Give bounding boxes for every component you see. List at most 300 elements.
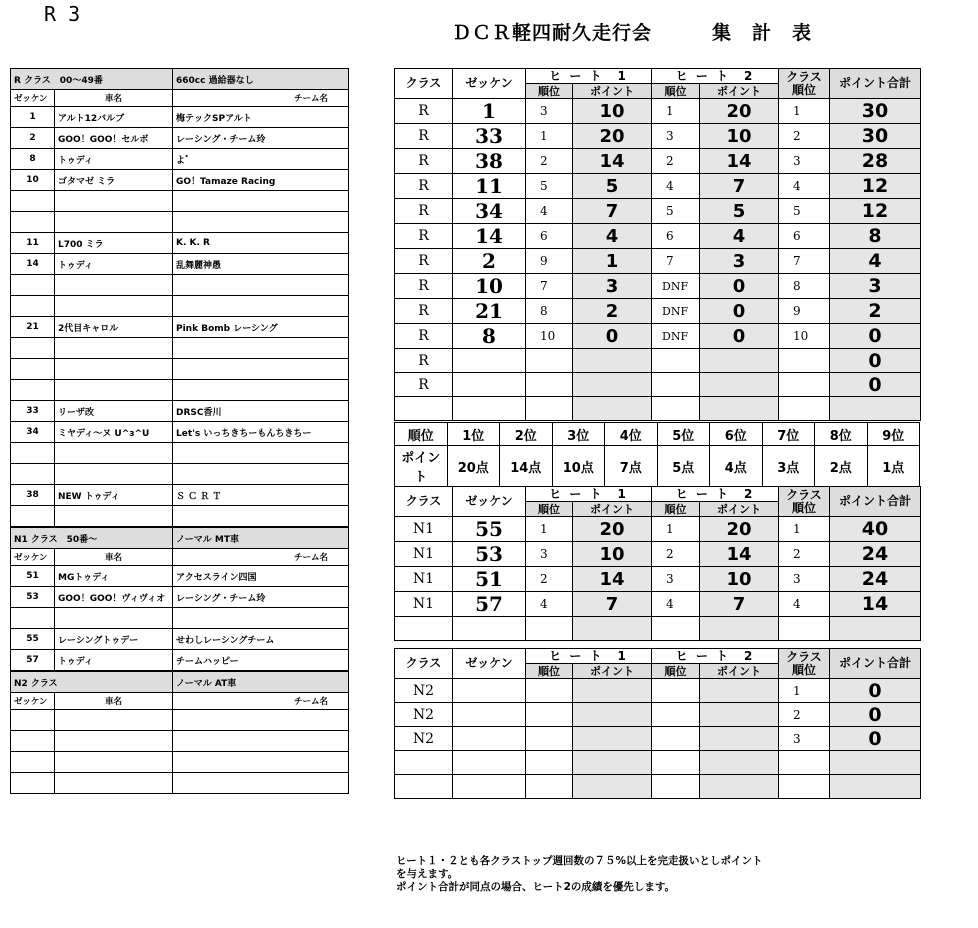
roster-team-name bbox=[173, 464, 349, 485]
result-total-points: 2 bbox=[830, 299, 921, 324]
result-heat2-rank: 7 bbox=[652, 249, 700, 274]
result-class: N2 bbox=[395, 703, 453, 727]
result-total-points: 24 bbox=[830, 542, 921, 567]
result-heat2-points bbox=[700, 397, 779, 421]
result-class-rank: 9 bbox=[779, 299, 830, 324]
result-total-points: 30 bbox=[830, 124, 921, 149]
roster-header-team: チーム名 bbox=[173, 693, 349, 710]
points-scale-rank: 8位 bbox=[815, 423, 868, 446]
result-zekken bbox=[453, 751, 526, 775]
roster-header-team: チーム名 bbox=[173, 549, 349, 566]
header-heat1-points: ポイント bbox=[573, 664, 652, 679]
points-scale-rank: 5位 bbox=[657, 423, 710, 446]
page-label: R 3 bbox=[44, 2, 81, 26]
roster-row bbox=[11, 587, 349, 608]
result-total-points: 40 bbox=[830, 517, 921, 542]
result-class-rank: 6 bbox=[779, 224, 830, 249]
roster-class-row bbox=[11, 671, 349, 693]
result-heat2-points bbox=[700, 679, 779, 703]
roster-car-name bbox=[55, 359, 173, 380]
result-class-rank bbox=[779, 751, 830, 775]
roster-no: 57 bbox=[11, 650, 55, 672]
result-zekken bbox=[453, 679, 526, 703]
roster-row bbox=[11, 317, 349, 338]
roster-car-name bbox=[55, 338, 173, 359]
roster-no bbox=[11, 380, 55, 401]
result-heat1-points: 2 bbox=[573, 299, 652, 324]
roster-car-name: 2代目キャロル bbox=[55, 317, 173, 338]
header-zekken: ゼッケン bbox=[453, 69, 526, 99]
result-class: R bbox=[395, 124, 453, 149]
result-heat1-rank bbox=[526, 751, 573, 775]
result-heat1-rank bbox=[526, 349, 573, 373]
result-zekken: 11 bbox=[453, 174, 526, 199]
result-zekken: 57 bbox=[453, 592, 526, 617]
result-zekken bbox=[453, 349, 526, 373]
page-title: ＤＣＲ軽四耐久走行会 集 計 表 bbox=[452, 22, 813, 44]
result-heat1-rank: 4 bbox=[526, 199, 573, 224]
roster-car-name bbox=[55, 464, 173, 485]
result-heat1-rank: 4 bbox=[526, 592, 573, 617]
result-heat2-points bbox=[700, 727, 779, 751]
result-zekken bbox=[453, 775, 526, 799]
result-heat2-points bbox=[700, 617, 779, 641]
result-total-points: 12 bbox=[830, 174, 921, 199]
header-heat2: ヒ ー ト 2 bbox=[652, 487, 779, 502]
result-heat2-points bbox=[700, 349, 779, 373]
result-heat1-rank: 6 bbox=[526, 224, 573, 249]
roster-team-name bbox=[173, 296, 349, 317]
result-class-rank: 2 bbox=[779, 124, 830, 149]
result-class-rank: 8 bbox=[779, 274, 830, 299]
result-row bbox=[395, 592, 921, 617]
result-heat1-rank: 1 bbox=[526, 517, 573, 542]
header-heat2-rank: 順位 bbox=[652, 664, 700, 679]
result-heat1-points bbox=[573, 349, 652, 373]
roster-table bbox=[10, 68, 349, 794]
result-heat2-points bbox=[700, 751, 779, 775]
roster-row bbox=[11, 170, 349, 191]
result-heat2-rank: 3 bbox=[652, 567, 700, 592]
result-zekken: 51 bbox=[453, 567, 526, 592]
roster-no: 53 bbox=[11, 587, 55, 608]
roster-no bbox=[11, 296, 55, 317]
points-scale-points-label: ポイント bbox=[395, 446, 448, 487]
result-row bbox=[395, 99, 921, 124]
roster-team-name: レーシング・チーム玲 bbox=[173, 128, 349, 149]
result-class-rank: 3 bbox=[779, 567, 830, 592]
result-total-points: 3 bbox=[830, 274, 921, 299]
result-class-rank: 3 bbox=[779, 727, 830, 751]
result-zekken: 55 bbox=[453, 517, 526, 542]
result-heat1-points: 3 bbox=[573, 274, 652, 299]
header-heat2-points: ポイント bbox=[700, 664, 779, 679]
result-heat1-points: 0 bbox=[573, 324, 652, 349]
roster-row bbox=[11, 191, 349, 212]
roster-car-name: ミヤディ～ヌ U^з^U bbox=[55, 422, 173, 443]
roster-team-name bbox=[173, 773, 349, 794]
points-scale-rank: 3位 bbox=[552, 423, 605, 446]
result-heat2-rank bbox=[652, 617, 700, 641]
result-class: R bbox=[395, 324, 453, 349]
roster-team-name bbox=[173, 710, 349, 731]
result-class: N2 bbox=[395, 679, 453, 703]
result-class: R bbox=[395, 174, 453, 199]
roster-row bbox=[11, 359, 349, 380]
header-heat1: ヒ ー ト 1 bbox=[526, 487, 652, 502]
roster-row bbox=[11, 338, 349, 359]
points-scale-rank-label: 順位 bbox=[395, 423, 448, 446]
roster-car-name bbox=[55, 443, 173, 464]
result-zekken bbox=[453, 373, 526, 397]
r-class-results-table bbox=[394, 68, 921, 421]
roster-row bbox=[11, 650, 349, 672]
roster-row bbox=[11, 401, 349, 422]
result-class-rank bbox=[779, 373, 830, 397]
result-heat2-rank bbox=[652, 775, 700, 799]
result-heat2-rank: DNF bbox=[652, 299, 700, 324]
roster-class-name: N2 クラス bbox=[11, 671, 173, 693]
roster-team-name: Pink Bomb レーシング bbox=[173, 317, 349, 338]
roster-row bbox=[11, 608, 349, 629]
roster-row bbox=[11, 107, 349, 128]
result-heat1-points: 20 bbox=[573, 124, 652, 149]
n2-class-results-table bbox=[394, 648, 921, 799]
roster-team-name: よ゛ bbox=[173, 149, 349, 170]
roster-team-name: アクセスライン四国 bbox=[173, 566, 349, 587]
roster-team-name bbox=[173, 338, 349, 359]
result-class-rank bbox=[779, 349, 830, 373]
roster-row bbox=[11, 380, 349, 401]
result-class: N1 bbox=[395, 592, 453, 617]
roster-no: 1 bbox=[11, 107, 55, 128]
roster-car-name: GOO！GOO！セルボ bbox=[55, 128, 173, 149]
roster-car-name bbox=[55, 212, 173, 233]
roster-team-name bbox=[173, 359, 349, 380]
roster-car-name bbox=[55, 608, 173, 629]
roster-car-name bbox=[55, 380, 173, 401]
result-total-points: 0 bbox=[830, 703, 921, 727]
roster-row bbox=[11, 506, 349, 528]
result-class bbox=[395, 617, 453, 641]
header-heat1-points: ポイント bbox=[573, 502, 652, 517]
result-class-rank: 10 bbox=[779, 324, 830, 349]
result-row bbox=[395, 274, 921, 299]
result-heat1-rank: 10 bbox=[526, 324, 573, 349]
result-heat1-points: 14 bbox=[573, 567, 652, 592]
result-zekken: 34 bbox=[453, 199, 526, 224]
roster-class-row bbox=[11, 69, 349, 90]
result-heat2-points: 10 bbox=[700, 567, 779, 592]
result-heat2-rank: 5 bbox=[652, 199, 700, 224]
result-heat1-points: 10 bbox=[573, 99, 652, 124]
result-heat1-rank bbox=[526, 679, 573, 703]
result-heat2-points: 14 bbox=[700, 149, 779, 174]
result-class: R bbox=[395, 349, 453, 373]
result-heat1-rank bbox=[526, 397, 573, 421]
result-heat1-rank: 8 bbox=[526, 299, 573, 324]
result-total-points: 24 bbox=[830, 567, 921, 592]
result-heat2-points: 0 bbox=[700, 274, 779, 299]
points-scale-rank: 1位 bbox=[447, 423, 500, 446]
result-heat1-points: 7 bbox=[573, 592, 652, 617]
result-zekken: 1 bbox=[453, 99, 526, 124]
n1-class-results-table bbox=[394, 486, 921, 641]
result-row bbox=[395, 199, 921, 224]
header-heat2: ヒ ー ト 2 bbox=[652, 69, 779, 84]
result-zekken: 8 bbox=[453, 324, 526, 349]
result-row bbox=[395, 373, 921, 397]
result-heat2-points bbox=[700, 775, 779, 799]
result-total-points: 8 bbox=[830, 224, 921, 249]
roster-car-name: レーシングトゥデー bbox=[55, 629, 173, 650]
roster-car-name: トゥディ bbox=[55, 149, 173, 170]
result-heat2-rank bbox=[652, 349, 700, 373]
roster-no bbox=[11, 710, 55, 731]
roster-team-name bbox=[173, 443, 349, 464]
roster-car-name bbox=[55, 710, 173, 731]
result-class: N1 bbox=[395, 517, 453, 542]
roster-team-name bbox=[173, 212, 349, 233]
roster-no: 34 bbox=[11, 422, 55, 443]
points-scale-points: 4点 bbox=[710, 446, 763, 487]
roster-no: 21 bbox=[11, 317, 55, 338]
result-row bbox=[395, 149, 921, 174]
roster-team-name: せわしレーシングチーム bbox=[173, 629, 349, 650]
result-heat1-rank: 3 bbox=[526, 99, 573, 124]
result-row bbox=[395, 679, 921, 703]
result-heat1-rank: 1 bbox=[526, 124, 573, 149]
roster-no bbox=[11, 464, 55, 485]
result-row bbox=[395, 727, 921, 751]
result-heat2-points bbox=[700, 703, 779, 727]
header-class-rank: クラス 順位 bbox=[779, 649, 830, 679]
result-row bbox=[395, 517, 921, 542]
roster-row bbox=[11, 485, 349, 506]
roster-car-name: リーザ改 bbox=[55, 401, 173, 422]
result-class-rank bbox=[779, 397, 830, 421]
roster-row bbox=[11, 710, 349, 731]
result-zekken: 10 bbox=[453, 274, 526, 299]
roster-no: 33 bbox=[11, 401, 55, 422]
result-class: R bbox=[395, 149, 453, 174]
result-class: R bbox=[395, 224, 453, 249]
points-scale-points: 1点 bbox=[867, 446, 920, 487]
roster-row bbox=[11, 212, 349, 233]
result-total-points: 12 bbox=[830, 199, 921, 224]
result-heat2-points bbox=[700, 373, 779, 397]
result-class-rank: 2 bbox=[779, 703, 830, 727]
points-scale-points: 10点 bbox=[552, 446, 605, 487]
result-row bbox=[395, 124, 921, 149]
result-row bbox=[395, 703, 921, 727]
roster-class-name: R クラス 00～49番 bbox=[11, 69, 173, 90]
result-heat2-rank: 4 bbox=[652, 174, 700, 199]
header-heat1-points: ポイント bbox=[573, 84, 652, 99]
points-scale-points: 14点 bbox=[500, 446, 553, 487]
roster-no bbox=[11, 773, 55, 794]
roster-header-no: ゼッケン bbox=[11, 549, 55, 566]
roster-car-name: GOO！GOO！ヴィヴィオ bbox=[55, 587, 173, 608]
roster-no bbox=[11, 752, 55, 773]
result-row bbox=[395, 324, 921, 349]
roster-no bbox=[11, 506, 55, 528]
result-class-rank: 2 bbox=[779, 542, 830, 567]
result-row bbox=[395, 397, 921, 421]
result-heat2-rank bbox=[652, 679, 700, 703]
result-heat2-points: 20 bbox=[700, 517, 779, 542]
roster-header-row bbox=[11, 549, 349, 566]
header-class: クラス bbox=[395, 69, 453, 99]
result-total-points: 14 bbox=[830, 592, 921, 617]
result-heat1-rank: 7 bbox=[526, 274, 573, 299]
result-class-rank: 7 bbox=[779, 249, 830, 274]
result-class: N1 bbox=[395, 567, 453, 592]
result-class-rank: 1 bbox=[779, 517, 830, 542]
roster-no bbox=[11, 212, 55, 233]
header-class: クラス bbox=[395, 649, 453, 679]
roster-row bbox=[11, 128, 349, 149]
result-class: R bbox=[395, 99, 453, 124]
roster-no bbox=[11, 731, 55, 752]
result-class: R bbox=[395, 199, 453, 224]
roster-row bbox=[11, 254, 349, 275]
roster-class-note: 660cc 過給器なし bbox=[173, 69, 349, 90]
result-row bbox=[395, 299, 921, 324]
roster-car-name bbox=[55, 731, 173, 752]
roster-class-note: ノーマル AT車 bbox=[173, 671, 349, 693]
result-row bbox=[395, 775, 921, 799]
note-line: ポイント合計が同点の場合、ヒート2の成績を優先します。 bbox=[396, 881, 676, 893]
result-heat1-rank bbox=[526, 727, 573, 751]
result-heat2-rank bbox=[652, 373, 700, 397]
roster-no bbox=[11, 191, 55, 212]
result-total-points: 0 bbox=[830, 349, 921, 373]
result-heat2-points: 7 bbox=[700, 592, 779, 617]
roster-team-name: Let's いっちきちーもんちきちー bbox=[173, 422, 349, 443]
result-class: R bbox=[395, 274, 453, 299]
roster-team-name bbox=[173, 608, 349, 629]
result-zekken bbox=[453, 703, 526, 727]
result-heat1-points bbox=[573, 679, 652, 703]
result-zekken: 33 bbox=[453, 124, 526, 149]
roster-row bbox=[11, 296, 349, 317]
result-heat1-points: 20 bbox=[573, 517, 652, 542]
result-heat1-rank: 2 bbox=[526, 567, 573, 592]
result-heat1-rank: 3 bbox=[526, 542, 573, 567]
header-total: ポイント合計 bbox=[830, 69, 921, 99]
roster-row bbox=[11, 443, 349, 464]
header-heat1: ヒ ー ト 1 bbox=[526, 69, 652, 84]
result-heat2-rank bbox=[652, 703, 700, 727]
result-total-points: 0 bbox=[830, 373, 921, 397]
result-zekken: 53 bbox=[453, 542, 526, 567]
result-heat1-points: 10 bbox=[573, 542, 652, 567]
result-heat2-rank: DNF bbox=[652, 324, 700, 349]
result-class-rank: 4 bbox=[779, 174, 830, 199]
result-heat2-rank bbox=[652, 727, 700, 751]
points-scale-rank: 6位 bbox=[710, 423, 763, 446]
note-line: を与えます。 bbox=[396, 868, 459, 880]
roster-team-name bbox=[173, 752, 349, 773]
result-heat2-points: 4 bbox=[700, 224, 779, 249]
points-scale-rank: 4位 bbox=[605, 423, 658, 446]
roster-car-name bbox=[55, 275, 173, 296]
points-scale-rank: 7位 bbox=[762, 423, 815, 446]
roster-team-name: GO！Tamaze Racing bbox=[173, 170, 349, 191]
header-heat2-rank: 順位 bbox=[652, 502, 700, 517]
result-total-points: 28 bbox=[830, 149, 921, 174]
roster-no: 51 bbox=[11, 566, 55, 587]
roster-header-no: ゼッケン bbox=[11, 90, 55, 107]
result-heat2-rank: DNF bbox=[652, 274, 700, 299]
result-heat2-points: 7 bbox=[700, 174, 779, 199]
header-total: ポイント合計 bbox=[830, 487, 921, 517]
roster-car-name: トゥディ bbox=[55, 650, 173, 672]
header-heat2: ヒ ー ト 2 bbox=[652, 649, 779, 664]
result-heat1-rank bbox=[526, 703, 573, 727]
result-heat2-rank: 1 bbox=[652, 517, 700, 542]
result-zekken bbox=[453, 397, 526, 421]
result-class-rank: 5 bbox=[779, 199, 830, 224]
result-heat1-rank: 2 bbox=[526, 149, 573, 174]
header-class-rank: クラス 順位 bbox=[779, 487, 830, 517]
result-class-rank bbox=[779, 775, 830, 799]
result-row bbox=[395, 617, 921, 641]
roster-car-name: ゴタマゼ ミラ bbox=[55, 170, 173, 191]
roster-car-name: アルト12バルブ bbox=[55, 107, 173, 128]
result-class-rank: 4 bbox=[779, 592, 830, 617]
roster-team-name bbox=[173, 731, 349, 752]
result-heat2-rank: 4 bbox=[652, 592, 700, 617]
roster-row bbox=[11, 566, 349, 587]
roster-row bbox=[11, 752, 349, 773]
result-class bbox=[395, 751, 453, 775]
result-row bbox=[395, 249, 921, 274]
result-heat1-points bbox=[573, 775, 652, 799]
result-zekken bbox=[453, 727, 526, 751]
result-heat1-rank: 9 bbox=[526, 249, 573, 274]
result-zekken: 21 bbox=[453, 299, 526, 324]
result-heat1-points bbox=[573, 617, 652, 641]
result-heat1-points: 4 bbox=[573, 224, 652, 249]
roster-team-name: Ｓ Ｃ Ｒ Ｔ bbox=[173, 485, 349, 506]
roster-class-note: ノーマル MT車 bbox=[173, 527, 349, 549]
result-row bbox=[395, 174, 921, 199]
roster-no: 55 bbox=[11, 629, 55, 650]
roster-car-name: L700 ミラ bbox=[55, 233, 173, 254]
header-heat1-rank: 順位 bbox=[526, 664, 573, 679]
result-heat2-rank: 2 bbox=[652, 542, 700, 567]
roster-no bbox=[11, 275, 55, 296]
result-class: N2 bbox=[395, 727, 453, 751]
roster-no bbox=[11, 359, 55, 380]
roster-header-car: 車名 bbox=[55, 693, 173, 710]
roster-car-name bbox=[55, 191, 173, 212]
roster-row bbox=[11, 731, 349, 752]
result-row bbox=[395, 751, 921, 775]
result-class-rank bbox=[779, 617, 830, 641]
roster-no: 14 bbox=[11, 254, 55, 275]
roster-no: 2 bbox=[11, 128, 55, 149]
result-class-rank: 1 bbox=[779, 679, 830, 703]
result-heat1-points bbox=[573, 703, 652, 727]
roster-no: 38 bbox=[11, 485, 55, 506]
roster-header-row bbox=[11, 693, 349, 710]
result-total-points: 0 bbox=[830, 324, 921, 349]
roster-team-name: DRSC香川 bbox=[173, 401, 349, 422]
roster-header-no: ゼッケン bbox=[11, 693, 55, 710]
